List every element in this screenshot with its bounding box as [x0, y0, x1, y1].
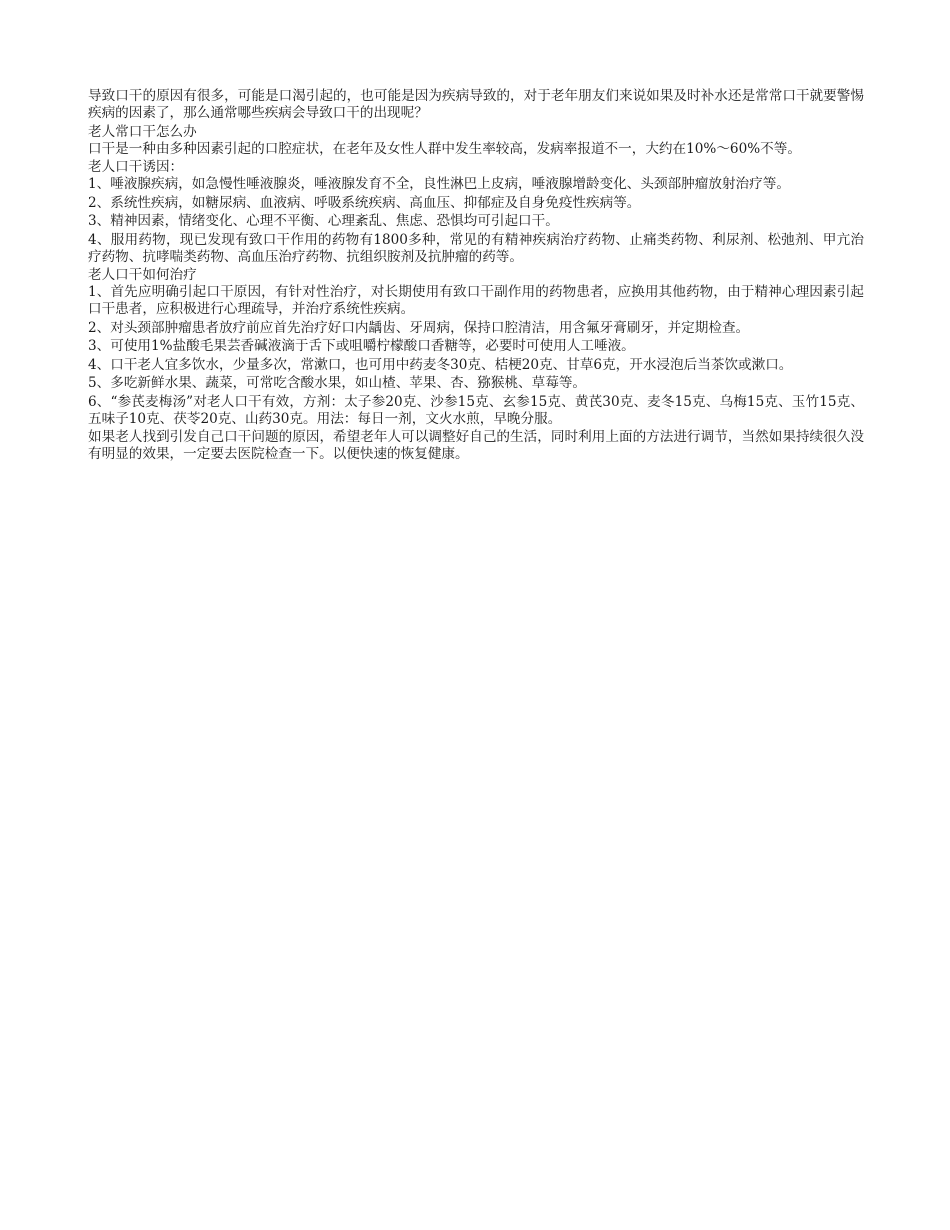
section-heading-treatment: 老人口干如何治疗 [88, 267, 197, 283]
section-paragraph-overview: 口干是一种由多种因素引起的口腔症状，在老年及女性人群中发生率较高，发病率报道不一，大约在10%～60%不等。 [88, 140, 801, 157]
cause-item: 4、服用药物，现已发现有致口干作用的药物有1800多种，常见的有精神疾病治疗药物、止痛类药物、利尿剂、松弛剂、甲亢治疗药物、抗哮喘类药物、高血压治疗药物、抗组织胺剂及抗肿瘤的药等。 [88, 231, 864, 265]
treatment-item: 5、多吃新鲜水果、蔬菜，可常吃含酸水果，如山楂、苹果、杏、猕猴桃、草莓等。 [88, 375, 587, 391]
cause-item: 1、唾液腺疾病，如急慢性唾液腺炎，唾液腺发育不全，良性淋巴上皮病，唾液腺增龄变化、头颈部肿瘤放射治疗等。 [88, 176, 790, 192]
section-heading-dry-mouth: 老人常口干怎么办 [88, 123, 197, 140]
cause-item: 3、精神因素，情绪变化、心理不平衡、心理紊乱、焦虑、恐惧均可引起口干。 [88, 213, 559, 229]
intro-paragraph: 导致口干的原因有很多，可能是口渴引起的，也可能是因为疾病导致的，对于老年朋友们来说如果及时补水还是常常口干就要警惕疾病的因素了，那么通常哪些疾病会导致口干的出现呢？ [88, 88, 864, 121]
cause-item: 2、系统性疾病，如糖尿病、血液病、呼吸系统疾病、高血压、抑郁症及自身免疫性疾病等。 [88, 194, 641, 211]
conclusion-paragraph: 如果老人找到引发自己口干问题的原因，希望老年人可以调整好自己的生活，同时利用上面的方法进行调节，当然如果持续很久没有明显的效果，一定要去医院检查一下。以便快速的恢复健康。 [88, 429, 864, 462]
treatment-item: 2、对头颈部肿瘤患者放疗前应首先治疗好口内龋齿、牙周病，保持口腔清洁，用含氟牙膏刷牙，并定期检查。 [88, 319, 750, 336]
treatment-item: 4、口干老人宜多饮水，少量多次，常漱口，也可用中药麦冬30克、桔梗20克、甘草6克，开水浸泡后当茶饮或漱口。 [88, 356, 793, 373]
section-heading-causes: 老人口干诱因： [88, 159, 184, 175]
treatment-item: 6、“参芪麦梅汤”对老人口干有效，方剂：太子参20克、沙参15克、玄参15克、黄芪30克、麦冬15克、乌梅15克、玉竹15克、五味子10克、茯苓20克、山药30克。用法：每日一剂，文火水煎，早晚分服。 [88, 393, 864, 427]
treatment-item: 3、可使用1%盐酸毛果芸香碱液滴于舌下或咀嚼柠檬酸口香糖等，必要时可使用人工唾液。 [88, 338, 635, 354]
document-body [88, 88, 864, 465]
treatment-item: 1、首先应明确引起口干原因，有针对性治疗，对长期使用有致口干副作用的药物患者，应换用其他药物，由于精神心理因素引起口干患者，应积极进行心理疏导，并治疗系统性疾病。 [88, 284, 864, 317]
